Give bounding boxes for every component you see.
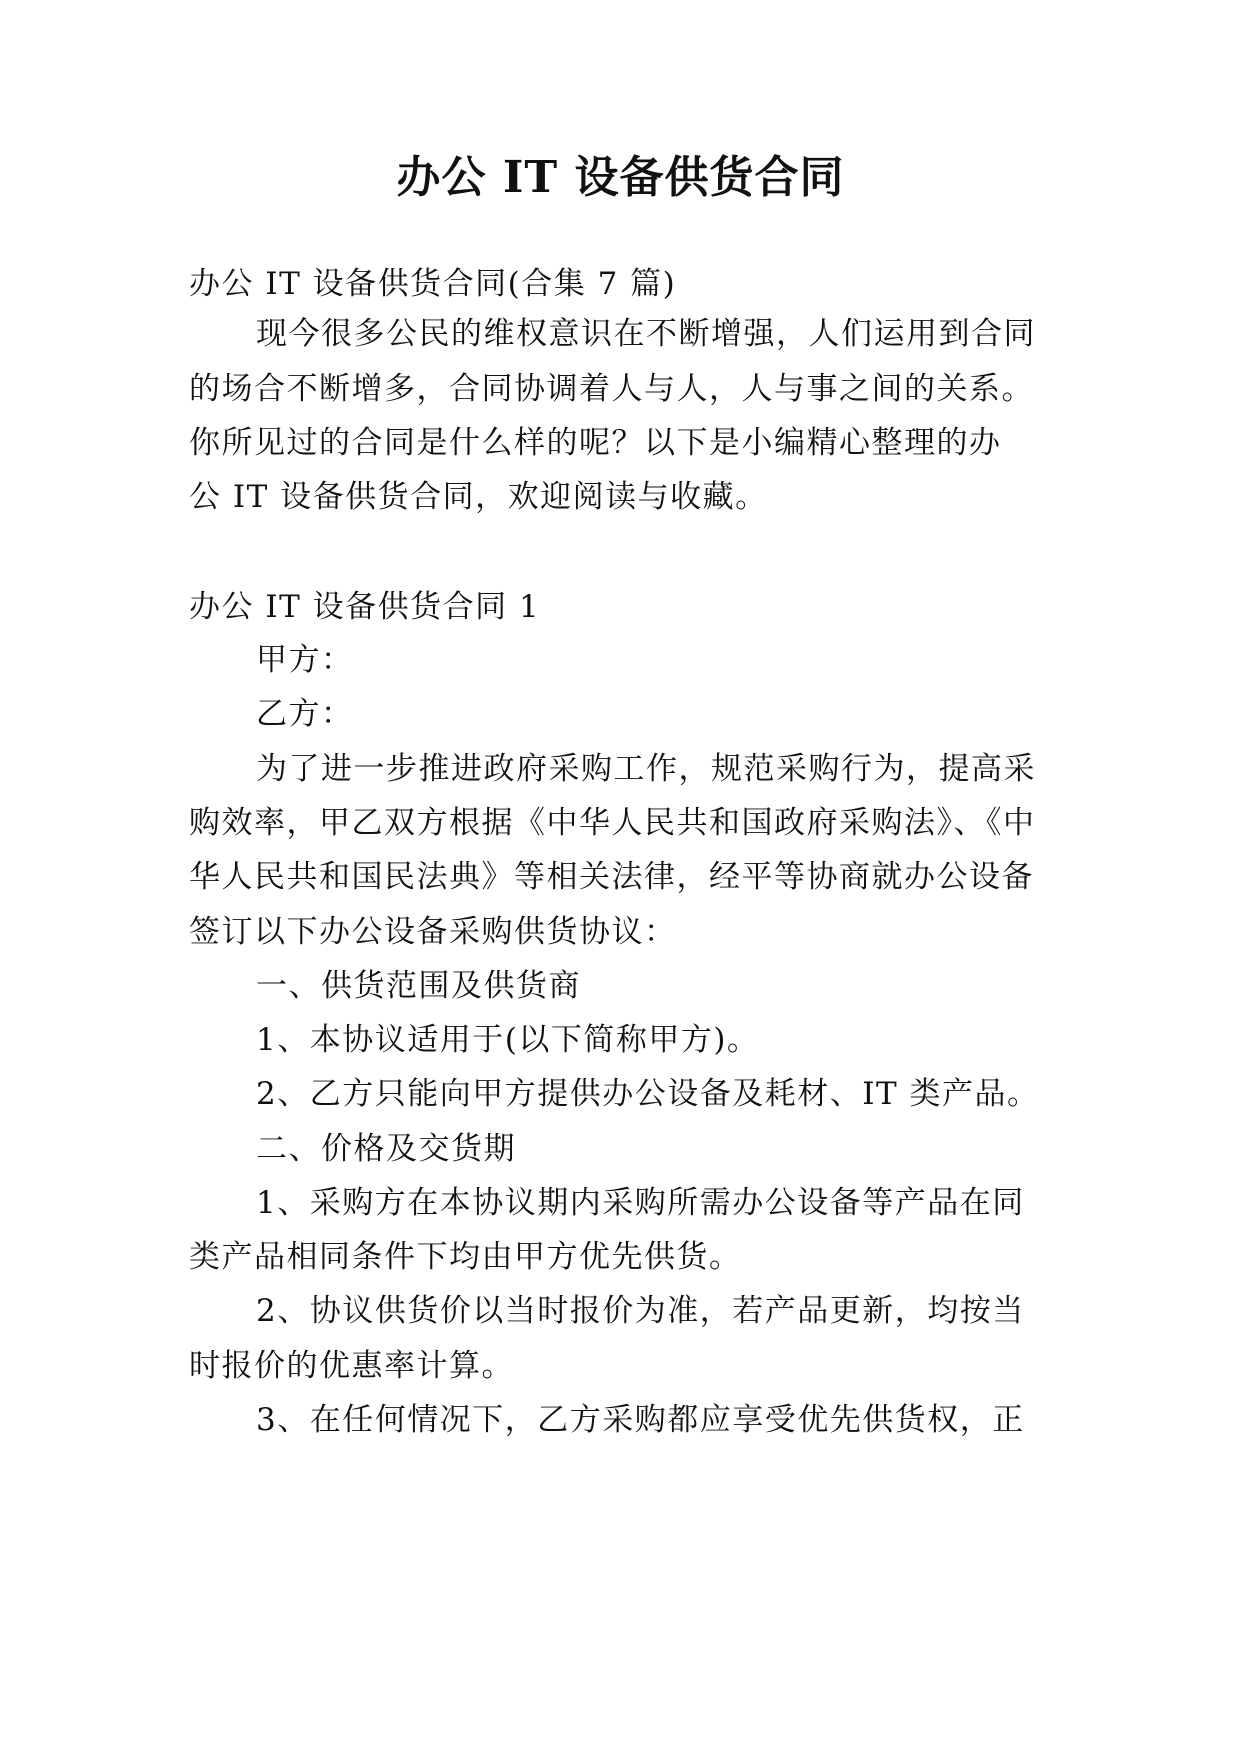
intro-line-3: 你所见过的合同是什么样的呢？以下是小编精心整理的办 bbox=[189, 425, 1002, 461]
clause-heading-2: 二、价格及交货期 bbox=[256, 1131, 516, 1167]
body-line: 签订以下办公设备采购供货协议： bbox=[189, 914, 677, 950]
party-a-line: 甲方： bbox=[256, 642, 354, 678]
body-line: 购效率，甲乙双方根据《中华人民共和国政府采购法》、《中 bbox=[189, 805, 1036, 841]
clause-heading-1: 一、供货范围及供货商 bbox=[256, 968, 581, 1004]
clause-item: 3、在任何情况下，乙方采购都应享受优先供货权，正 bbox=[256, 1402, 1025, 1438]
page-title: 办公 IT 设备供货合同 bbox=[396, 152, 845, 203]
intro-line-2: 的场合不断增多，合同协调着人与人，人与事之间的关系。 bbox=[189, 371, 1034, 407]
section-heading: 办公 IT 设备供货合同 1 bbox=[189, 589, 541, 625]
clause-item: 1、采购方在本协议期内采购所需办公设备等产品在同 bbox=[256, 1185, 1025, 1221]
intro-line-4: 公 IT 设备供货合同，欢迎阅读与收藏。 bbox=[189, 479, 768, 515]
collection-subtitle: 办公 IT 设备供货合同(合集 7 篇) bbox=[189, 266, 677, 302]
clause-item-continued: 时报价的优惠率计算。 bbox=[189, 1348, 514, 1384]
body-line: 华人民共和国民法典》等相关法律，经平等协商就办公设备 bbox=[189, 859, 1034, 895]
clause-item: 1、本协议适用于(以下简称甲方)。 bbox=[256, 1022, 760, 1058]
clause-item-continued: 类产品相同条件下均由甲方优先供货。 bbox=[189, 1239, 742, 1275]
clause-item: 2、协议供货价以当时报价为准，若产品更新，均按当 bbox=[256, 1293, 1025, 1329]
intro-line-1: 现今很多公民的维权意识在不断增强，人们运用到合同 bbox=[256, 316, 1036, 352]
body-line: 为了进一步推进政府采购工作，规范采购行为，提高采 bbox=[256, 751, 1036, 787]
clause-item: 2、乙方只能向甲方提供办公设备及耗材、IT 类产品。 bbox=[256, 1076, 1040, 1112]
party-b-line: 乙方： bbox=[256, 696, 354, 732]
